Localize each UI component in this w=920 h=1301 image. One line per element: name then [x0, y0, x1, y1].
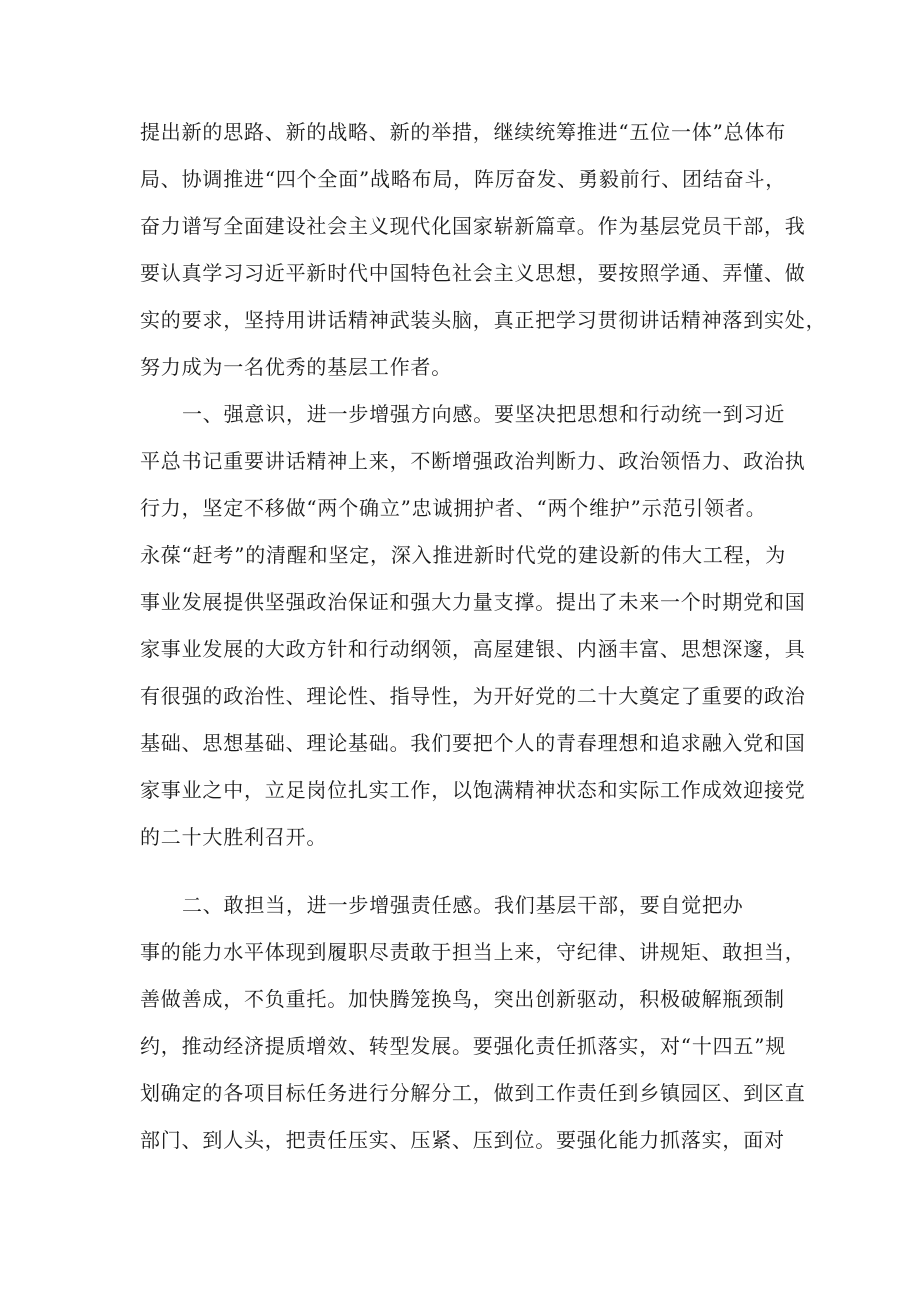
- paragraph-1-line-2: 局、协调推进“四个全面”战略布局，阵厉奋发、勇毅前行、团结奋斗，: [140, 167, 787, 191]
- paragraph-2-line-4: 永葆“赶考”的清醒和坚定，深入推进新时代党的建设新的伟大工程，为: [140, 543, 787, 567]
- paragraph-2-line-9: 家事业之中，立足岗位扎实工作，以饱满精神状态和实际工作成效迎接党: [140, 778, 806, 802]
- paragraph-1-line-5: 实的要求，坚持用讲话精神武装头脑，真正把学习贯彻讲话精神落到实处，: [140, 308, 827, 332]
- paragraph-2-line-3: 行力，坚定不移做“两个确立”忠诚拥护者、“两个维护”示范引领者。: [140, 496, 767, 520]
- paragraph-2-line-8: 基础、思想基础、理论基础。我们要把个人的青春理想和追求融入党和国: [140, 731, 806, 755]
- paragraph-3-line-1: 二、敢担当，进一步增强责任感。我们基层干部，要自觉把办: [182, 893, 744, 917]
- paragraph-1-line-3: 奋力谱写全面建设社会主义现代化国家崭新篇章。作为基层党员干部，我: [140, 214, 806, 238]
- paragraph-2-line-1: 一、强意识，进一步增强方向感。要坚决把思想和行动统一到习近: [182, 402, 786, 426]
- paragraph-3-line-6: 部门、到人头，把责任压实、压紧、压到位。要强化能力抓落实，面对: [140, 1128, 785, 1152]
- paragraph-2-line-2: 平总书记重要讲话精神上来，不断增强政治判断力、政治领悟力、政治执: [140, 449, 806, 473]
- paragraph-3-line-5: 划确定的各项目标任务进行分解分工，做到工作责任到乡镇园区、到区直: [140, 1081, 806, 1105]
- paragraph-3-line-3: 善做善成，不负重托。加快腾笼换鸟，突出创新驱动，积极破解瓶颈制: [140, 987, 785, 1011]
- paragraph-2-line-10: 的二十大胜利召开。: [140, 825, 328, 849]
- paragraph-1-line-6: 努力成为一名优秀的基层工作者。: [140, 355, 452, 379]
- paragraph-1-line-4: 要认真学习习近平新时代中国特色社会主义思想，要按照学通、弄懂、做: [140, 261, 806, 285]
- paragraph-2-line-7: 有很强的政治性、理论性、指导性，为开好党的二十大奠定了重要的政治: [140, 684, 806, 708]
- paragraph-3-line-4: 约，推动经济提质增效、转型发展。要强化责任抓落实，对“十四五”规: [140, 1034, 787, 1058]
- paragraph-2-line-6: 家事业发展的大政方针和行动纲领，高屋建银、内涵丰富、思想深邃，具: [140, 637, 806, 661]
- paragraph-1-line-1: 提出新的思路、新的战略、新的举措，继续统筹推进“五位一体”总体布: [140, 120, 787, 144]
- paragraph-3-line-2: 事的能力水平体现到履职尽责敢于担当上来，守纪律、讲规矩、敢担当，: [140, 940, 806, 964]
- paragraph-2-line-5: 事业发展提供坚强政治保证和强大力量支撑。提出了未来一个时期党和国: [140, 590, 806, 614]
